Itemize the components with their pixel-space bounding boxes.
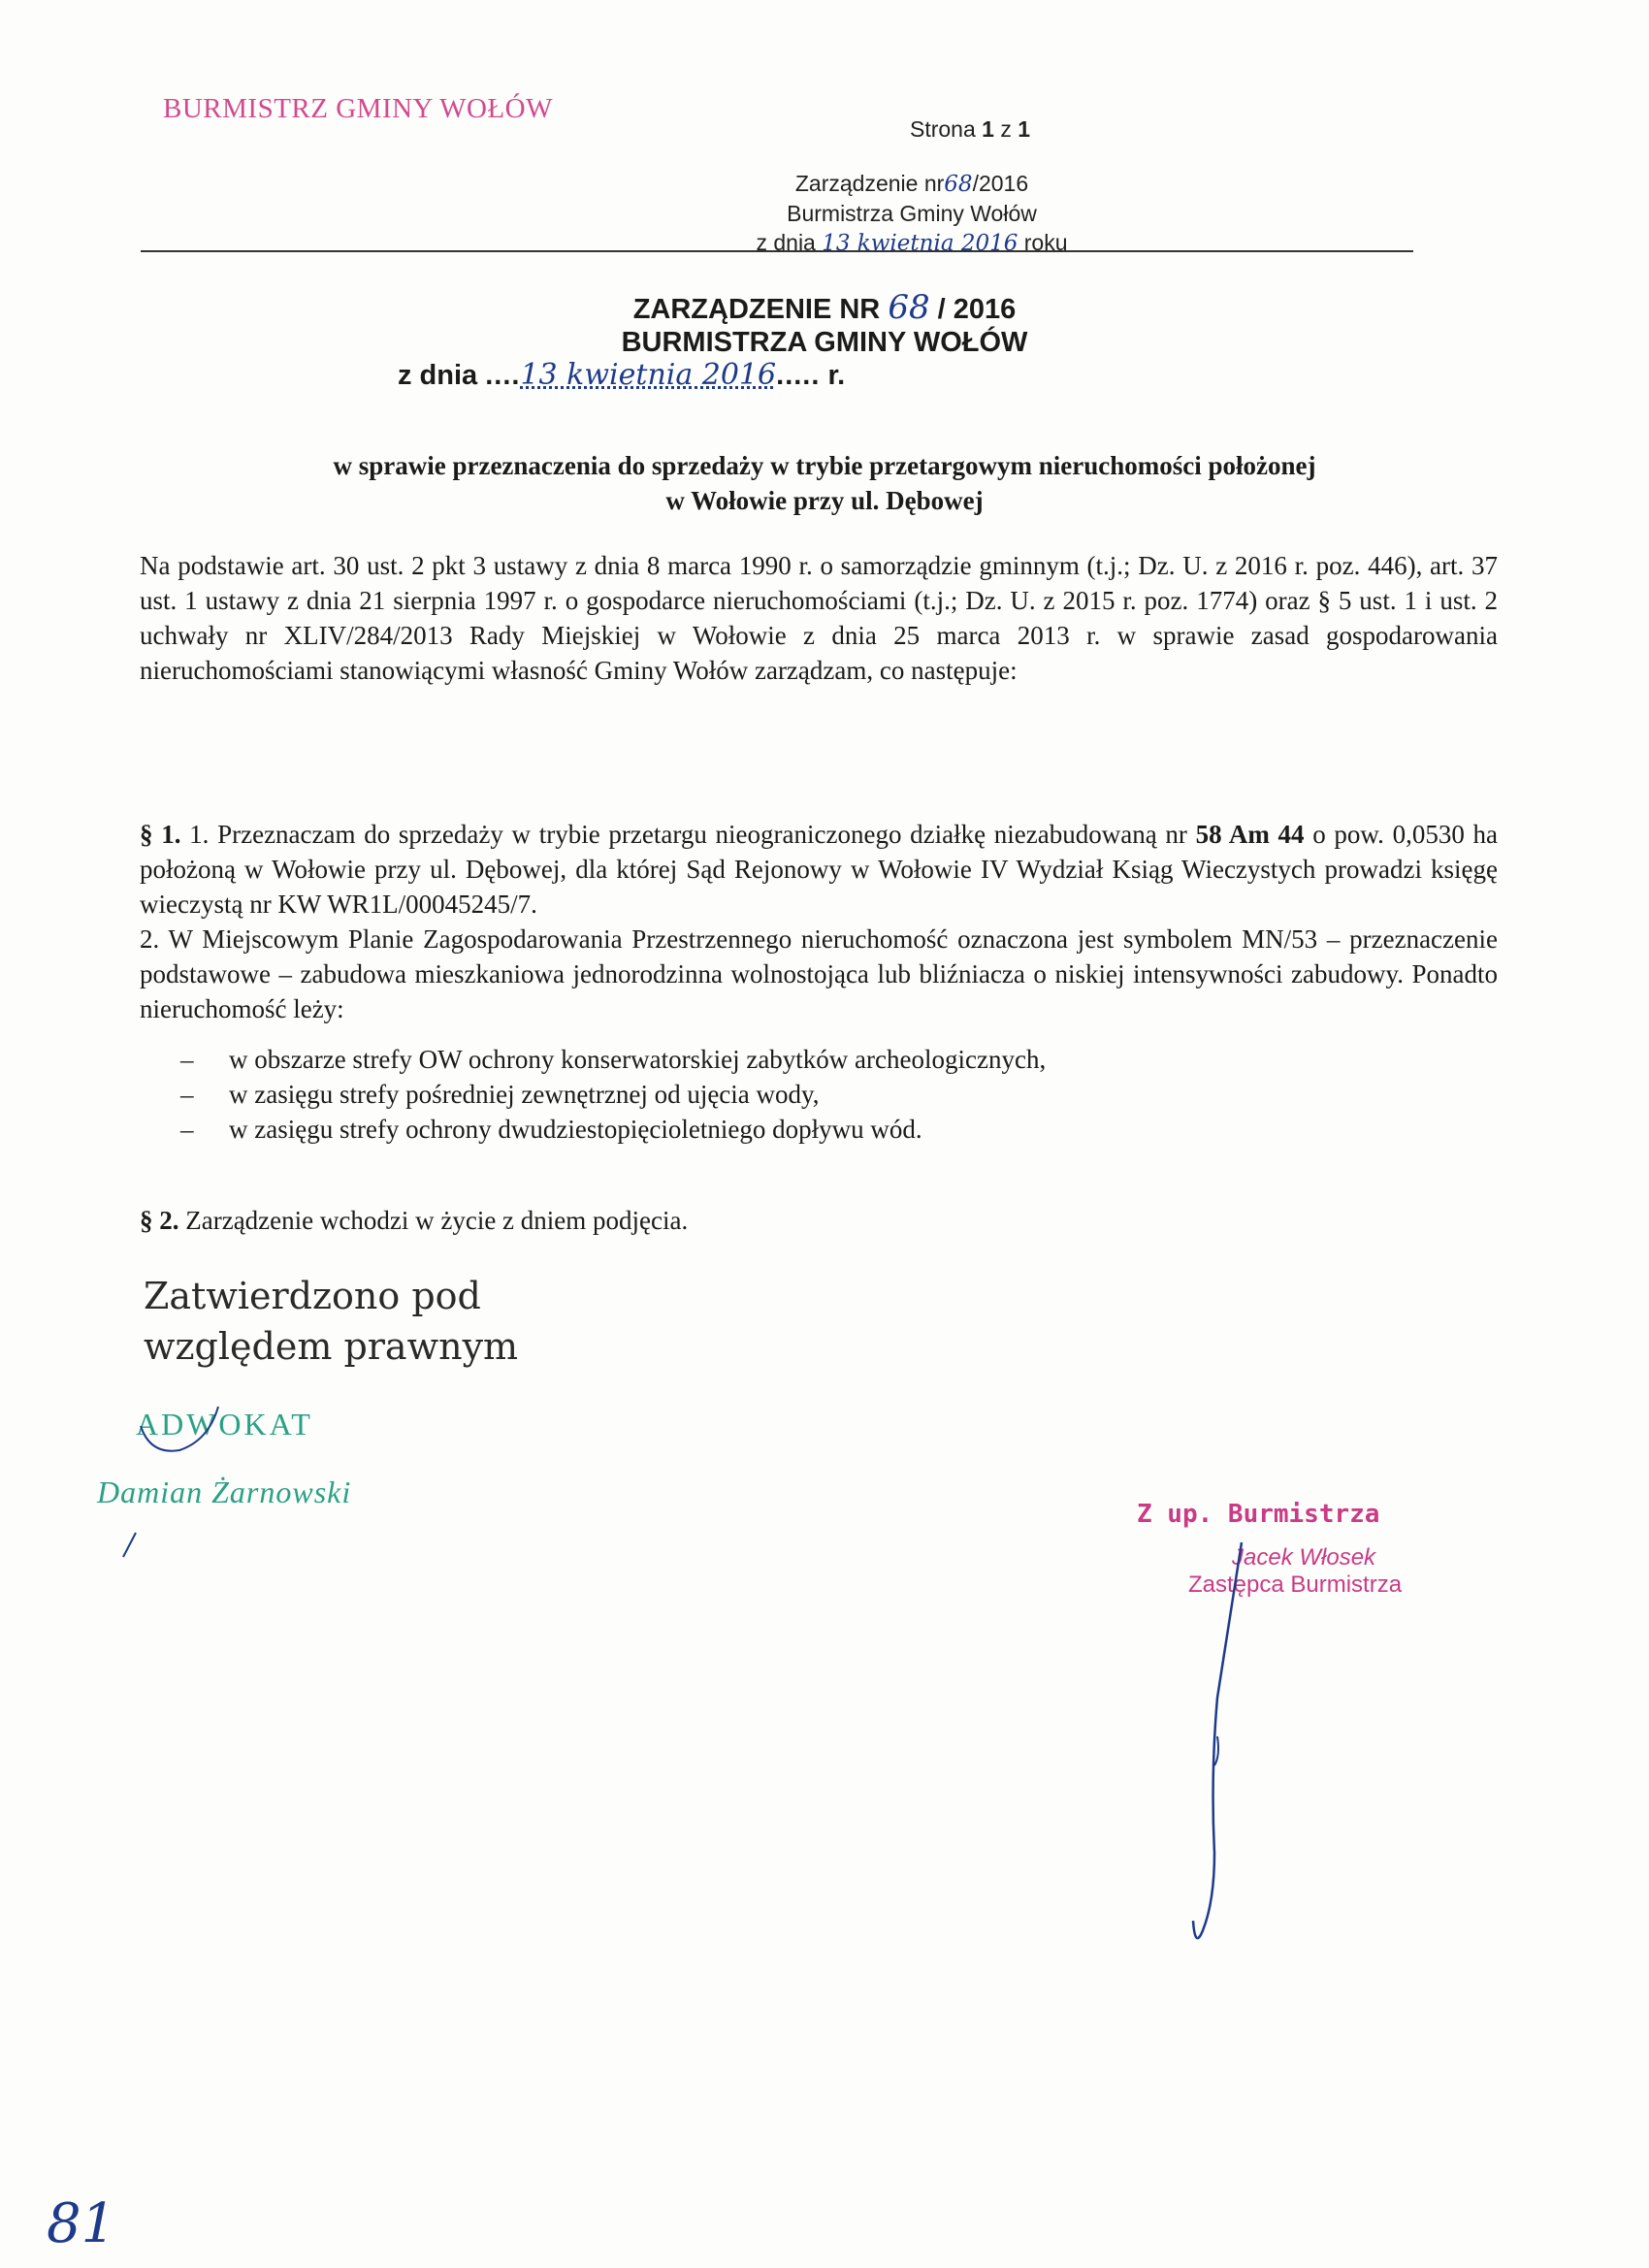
list-item: – w zasięgu strefy ochrony dwudziestopięcioletniego dopływu wód. xyxy=(180,1115,922,1144)
handwritten-ref-number: 68 xyxy=(944,172,973,197)
advocate-stamp-role: ADWOKAT xyxy=(136,1407,313,1442)
title-date: z dnia ....13 kwietnia 2016..... r. xyxy=(398,358,846,392)
header-ref: Zarządzenie nr68/2016 xyxy=(794,171,1029,197)
legal-basis: Na podstawie art. 30 ust. 2 pkt 3 ustawy z dnia 8 marca 1990 r. o samorządzie gminnym (t.j.; Dz. U. z 2016 r. poz. 446), art. 37 ust. 1 ustawy z dnia 21 sierpnia 1997 r. o gospodarce nieruchomościami (t.j.; Dz. U. z 2015 r. poz. 1774) oraz § 5 ust. 1 i ust. 2 uchwały nr XLIV/284/2013 Rady Miejskiej w Wołowie z dnia 25 marca 2013 r. w sprawie zasad gospodarowania nieruchomościami stanowiącymi własność Gminy Wołów zarządzam, co następuje: xyxy=(140,551,1498,685)
header-date: z dnia 13 kwietnia 2016 roku xyxy=(756,230,1068,256)
deputy-signature xyxy=(1125,1523,1261,1969)
document-title xyxy=(291,288,1358,392)
restrictions-list xyxy=(180,1042,1441,1147)
handwritten-page-number: 81 xyxy=(47,2192,116,2255)
list-item: – w obszarze strefy OW ochrony konserwatorskiej zabytków archeologicznych, xyxy=(180,1045,1047,1074)
document-subject: w sprawie przeznaczenia do sprzedaży w trybie przetargowym nieruchomości położonej w Wołowie przy ul. Dębowej xyxy=(333,451,1316,515)
section-1-point-1: § 1. 1. Przeznaczam do sprzedaży w trybie przetargu nieograniczonego działkę niezabudowaną nr 58 Am 44 o pow. 0,0530 ha położoną w Wołowie przy ul. Dębowej, dla której Sąd Rejonowy w Wołowie IV Wydział Ksiąg Wieczystych prowadzi księgę wieczystą nr KW WR1L/00045245/7. xyxy=(140,820,1499,919)
list-item: – w zasięgu strefy pośredniej zewnętrznej od ujęcia wody, xyxy=(180,1080,820,1109)
title-line1: ZARZĄDZENIE NR 68 / 2016 xyxy=(632,288,1017,327)
stamp-burmistrz-header: BURMISTRZ GMINY WOŁÓW xyxy=(163,93,553,124)
handwritten-title-number: 68 xyxy=(888,288,930,327)
handwritten-title-date: 13 kwietnia 2016 xyxy=(520,358,777,392)
handwritten-header-date: 13 kwietnia 2016 xyxy=(822,231,1018,256)
deputy-stamp-details: Jacek Włosek Zastępca Burmistrza xyxy=(1188,1544,1403,1598)
section-1 xyxy=(140,817,1498,1026)
title-line2: BURMISTRZA GMINY WOŁÓW xyxy=(621,327,1028,358)
header-issuer: Burmistrza Gminy Wołów xyxy=(787,201,1037,226)
advocate-stamp-name: Damian Żarnowski xyxy=(97,1474,352,1509)
deputy-stamp-line1: Z up. Burmistrza xyxy=(1137,1500,1380,1529)
page-header xyxy=(640,114,1183,258)
legal-approval-stamp: Zatwierdzono pod względem prawnym xyxy=(144,1275,519,1368)
section-2: § 2. Zarządzenie wchodzi w życie z dniem podjęcia. xyxy=(140,1206,689,1235)
header-divider xyxy=(141,250,1413,252)
advocate-signature xyxy=(102,1387,276,1581)
plot-number: 58 Am 44 xyxy=(1195,820,1305,849)
section-1-point-2: 2. W Miejscowym Planie Zagospodarowania Przestrzennego nieruchomość oznaczona jest symbolem MN/53 – przeznaczenie podstawowe – zabudowa mieszkaniowa jednorodzinna wolnostojąca lub bliźniacza o niskiej intensywności zabudowy. Ponadto nieruchomość leży: xyxy=(140,924,1498,1023)
page-counter: Strona 1 z 1 xyxy=(909,116,1031,142)
